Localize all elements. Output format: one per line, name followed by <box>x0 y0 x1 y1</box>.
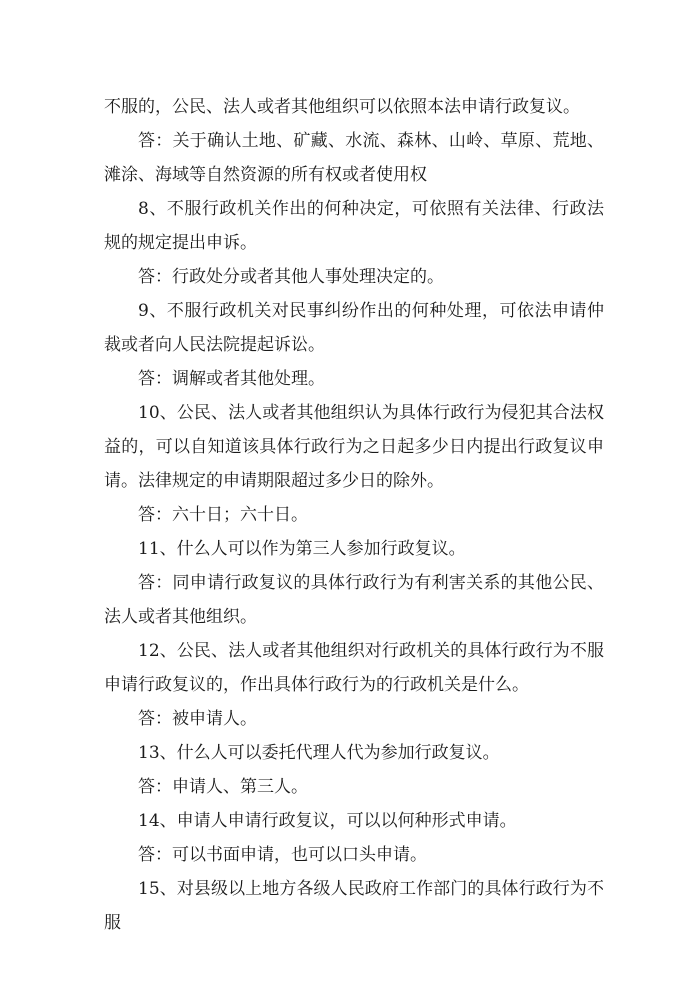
answer-12: 答：被申请人。 <box>138 709 257 729</box>
answer-10: 答：六十日；六十日。 <box>138 505 308 525</box>
answer-13: 答：申请人、第三人。 <box>138 777 308 797</box>
question-14: 14、申请人申请行政复议，可以以何种形式申请。 <box>138 811 517 831</box>
document-body <box>104 90 604 940</box>
question-9: 9、不服行政机关对民事纠纷作出的何种处理，可依法申请仲裁或者向人民法院提起诉讼。 <box>104 301 604 355</box>
answer-14: 答：可以书面申请，也可以口头申请。 <box>138 845 427 865</box>
answer-8: 答：行政处分或者其他人事处理决定的。 <box>138 267 444 287</box>
question-15: 15、对县级以上地方各级人民政府工作部门的具体行政行为不服 <box>104 879 604 933</box>
paragraph-continuation: 不服的，公民、法人或者其他组织可以依照本法申请行政复议。 <box>104 97 580 117</box>
question-13: 13、什么人可以委托代理人代为参加行政复议。 <box>138 743 500 763</box>
answer-7: 答：关于确认土地、矿藏、水流、森林、山岭、草原、荒地、滩涂、海域等自然资源的所有权或者使用权 <box>104 131 604 185</box>
answer-11: 答：同申请行政复议的具体行政行为有利害关系的其他公民、法人或者其他组织。 <box>104 573 604 627</box>
question-12: 12、公民、法人或者其他组织对行政机关的具体行政行为不服申请行政复议的，作出具体行政行为的行政机关是什么。 <box>104 641 604 695</box>
question-8: 8、不服行政机关作出的何种决定，可依照有关法律、行政法规的规定提出申诉。 <box>104 199 604 253</box>
question-10: 10、公民、法人或者其他组织认为具体行政行为侵犯其合法权益的，可以自知道该具体行政行为之日起多少日内提出行政复议申请。法律规定的申请期限超过多少日的除外。 <box>104 403 604 491</box>
question-11: 11、什么人可以作为第三人参加行政复议。 <box>138 539 466 559</box>
answer-9: 答：调解或者其他处理。 <box>138 369 325 389</box>
